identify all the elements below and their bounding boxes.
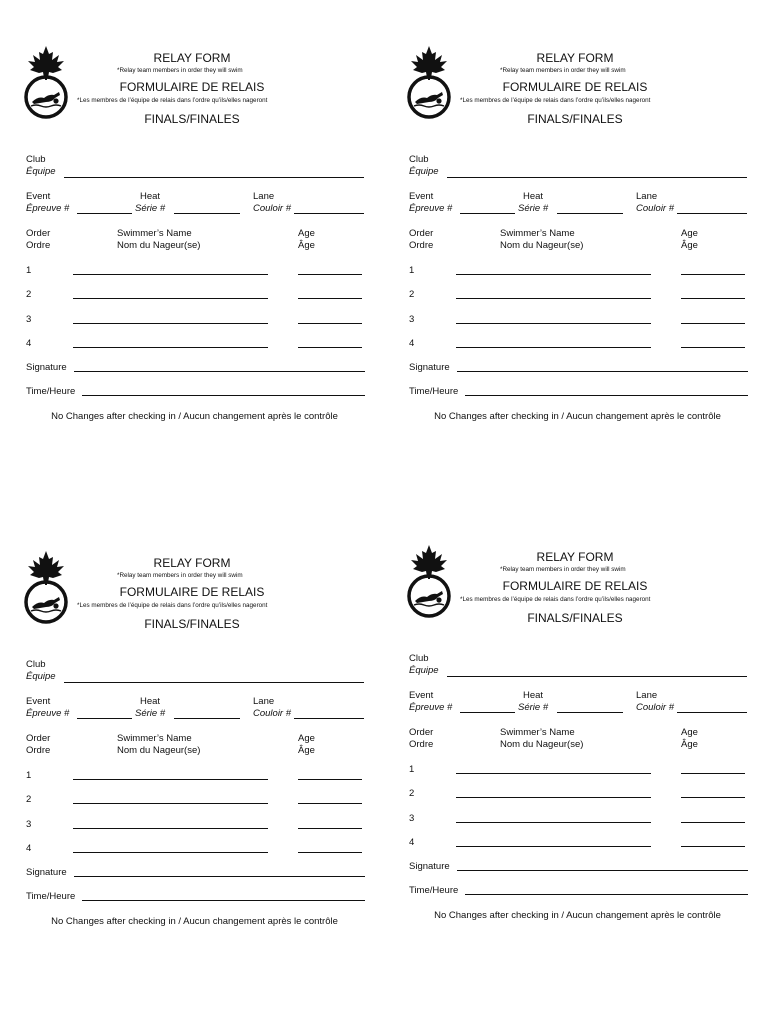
club-field[interactable] (447, 676, 747, 677)
swimmer-name-field[interactable] (456, 797, 651, 798)
subtitle-french: *Les membres de l’équipe de relais dans l’ordre qu’ils/elles nageront (77, 602, 268, 609)
signature-label: Signature (409, 362, 450, 373)
club-field[interactable] (64, 177, 364, 178)
event-label: Event (409, 191, 434, 202)
couloir-label: Couloir # (636, 702, 675, 713)
swimmer-name-field[interactable] (456, 822, 651, 823)
signature-field[interactable] (74, 371, 365, 372)
finals-heading: FINALS/FINALES (527, 112, 623, 126)
row-number-2: 2 (26, 794, 32, 805)
swimmer-name-field[interactable] (73, 347, 268, 348)
equipe-label: Équipe (409, 665, 439, 676)
time-field[interactable] (465, 894, 748, 895)
age-fr-header: Âge (681, 240, 698, 251)
swimmer-name-field[interactable] (456, 773, 651, 774)
time-field[interactable] (82, 900, 365, 901)
row-number-4: 4 (409, 338, 415, 349)
form-title-french: FORMULAIRE DE RELAIS (119, 585, 265, 599)
event-label: Event (26, 191, 51, 202)
time-label: Time/Heure (409, 885, 459, 896)
age-field[interactable] (681, 846, 745, 847)
event-label: Event (409, 690, 434, 701)
finals-heading: FINALS/FINALES (144, 617, 240, 631)
heat-label: Heat (140, 696, 161, 707)
lane-field[interactable] (294, 213, 364, 214)
age-field[interactable] (298, 852, 362, 853)
age-field[interactable] (681, 347, 745, 348)
swimmer-name-field[interactable] (73, 298, 268, 299)
heat-field[interactable] (174, 213, 240, 214)
couloir-label: Couloir # (253, 203, 292, 214)
heat-label: Heat (523, 191, 544, 202)
no-changes-notice: No Changes after checking in / Aucun changement après le contrôle (51, 916, 338, 927)
row-number-1: 1 (409, 265, 415, 276)
nom-nageur-header: Nom du Nageur(se) (117, 240, 201, 251)
couloir-label: Couloir # (253, 708, 292, 719)
age-field[interactable] (681, 773, 745, 774)
equipe-label: Équipe (26, 671, 56, 682)
row-number-1: 1 (26, 265, 32, 276)
age-fr-header: Âge (298, 240, 315, 251)
form-title: RELAY FORM (153, 556, 231, 570)
nom-nageur-header: Nom du Nageur(se) (500, 240, 584, 251)
age-header: Age (298, 228, 315, 239)
age-field[interactable] (298, 828, 362, 829)
heat-field[interactable] (557, 712, 623, 713)
event-label: Event (26, 696, 51, 707)
age-fr-header: Âge (298, 745, 315, 756)
swimmer-name-field[interactable] (73, 828, 268, 829)
age-field[interactable] (681, 822, 745, 823)
heat-field[interactable] (557, 213, 623, 214)
swimmer-name-header: Swimmer’s Name (500, 727, 575, 738)
subtitle-english: *Relay team members in order they will swim (117, 67, 243, 74)
maple-leaf-swimmer-logo-icon (22, 44, 70, 120)
row-number-4: 4 (26, 843, 32, 854)
age-field[interactable] (298, 347, 362, 348)
finals-heading: FINALS/FINALES (527, 611, 623, 625)
event-field[interactable] (460, 213, 515, 214)
time-field[interactable] (82, 395, 365, 396)
age-header: Age (681, 727, 698, 738)
couloir-label: Couloir # (636, 203, 675, 214)
no-changes-notice: No Changes after checking in / Aucun changement après le contrôle (51, 411, 338, 422)
swimmer-name-header: Swimmer’s Name (117, 733, 192, 744)
subtitle-english: *Relay team members in order they will swim (117, 572, 243, 579)
signature-label: Signature (26, 362, 67, 373)
time-label: Time/Heure (26, 891, 76, 902)
swimmer-name-field[interactable] (456, 298, 651, 299)
relay-form-top-right (405, 44, 750, 434)
form-title: RELAY FORM (153, 51, 231, 65)
event-field[interactable] (460, 712, 515, 713)
row-number-1: 1 (409, 764, 415, 775)
club-field[interactable] (64, 682, 364, 683)
row-number-2: 2 (409, 788, 415, 799)
age-header: Age (681, 228, 698, 239)
club-label: Club (409, 653, 429, 664)
nom-nageur-header: Nom du Nageur(se) (117, 745, 201, 756)
finals-heading: FINALS/FINALES (144, 112, 240, 126)
time-label: Time/Heure (409, 386, 459, 397)
swimmer-name-field[interactable] (73, 323, 268, 324)
event-field[interactable] (77, 718, 132, 719)
swimmer-name-field[interactable] (73, 274, 268, 275)
row-number-4: 4 (26, 338, 32, 349)
subtitle-english: *Relay team members in order they will swim (500, 67, 626, 74)
row-number-2: 2 (409, 289, 415, 300)
row-number-1: 1 (26, 770, 32, 781)
subtitle-french: *Les membres de l’équipe de relais dans l’ordre qu’ils/elles nageront (77, 97, 268, 104)
serie-label: Série # (518, 702, 549, 713)
nom-nageur-header: Nom du Nageur(se) (500, 739, 584, 750)
maple-leaf-swimmer-logo-icon (405, 44, 453, 120)
swimmer-name-header: Swimmer’s Name (117, 228, 192, 239)
signature-field[interactable] (74, 876, 365, 877)
heat-label: Heat (140, 191, 161, 202)
form-title: RELAY FORM (536, 550, 614, 564)
club-label: Club (26, 659, 46, 670)
epreuve-label: Épreuve # (26, 708, 70, 719)
serie-label: Série # (135, 203, 166, 214)
age-field[interactable] (298, 298, 362, 299)
ordre-header: Ordre (409, 240, 434, 251)
subtitle-french: *Les membres de l’équipe de relais dans l’ordre qu’ils/elles nageront (460, 596, 651, 603)
age-header: Age (298, 733, 315, 744)
lane-label: Lane (253, 696, 275, 707)
ordre-header: Ordre (26, 240, 51, 251)
epreuve-label: Épreuve # (409, 203, 453, 214)
form-title-french: FORMULAIRE DE RELAIS (119, 80, 265, 94)
event-field[interactable] (77, 213, 132, 214)
age-field[interactable] (298, 803, 362, 804)
signature-field[interactable] (457, 870, 748, 871)
swimmer-name-field[interactable] (456, 846, 651, 847)
club-label: Club (409, 154, 429, 165)
signature-field[interactable] (457, 371, 748, 372)
maple-leaf-swimmer-logo-icon (22, 549, 70, 625)
swimmer-name-header: Swimmer’s Name (500, 228, 575, 239)
swimmer-name-field[interactable] (456, 323, 651, 324)
row-number-3: 3 (409, 813, 415, 824)
age-field[interactable] (681, 797, 745, 798)
epreuve-label: Épreuve # (409, 702, 453, 713)
row-number-2: 2 (26, 289, 32, 300)
lane-field[interactable] (294, 718, 364, 719)
heat-field[interactable] (174, 718, 240, 719)
row-number-3: 3 (409, 314, 415, 325)
signature-label: Signature (26, 867, 67, 878)
ordre-header: Ordre (26, 745, 51, 756)
form-title: RELAY FORM (536, 51, 614, 65)
age-field[interactable] (681, 323, 745, 324)
age-field[interactable] (298, 274, 362, 275)
equipe-label: Équipe (26, 166, 56, 177)
no-changes-notice: No Changes after checking in / Aucun changement après le contrôle (434, 910, 721, 921)
relay-form-top-left (22, 44, 367, 434)
serie-label: Série # (518, 203, 549, 214)
form-title-french: FORMULAIRE DE RELAIS (502, 579, 648, 593)
club-field[interactable] (447, 177, 747, 178)
swimmer-name-field[interactable] (456, 274, 651, 275)
row-number-3: 3 (26, 314, 32, 325)
ordre-header: Ordre (409, 739, 434, 750)
club-label: Club (26, 154, 46, 165)
order-header: Order (409, 727, 434, 738)
swimmer-name-field[interactable] (73, 852, 268, 853)
swimmer-name-field[interactable] (73, 779, 268, 780)
relay-form-bottom-left (22, 549, 367, 939)
lane-label: Lane (636, 690, 658, 701)
order-header: Order (26, 228, 51, 239)
epreuve-label: Épreuve # (26, 203, 70, 214)
age-fr-header: Âge (681, 739, 698, 750)
row-number-4: 4 (409, 837, 415, 848)
subtitle-french: *Les membres de l’équipe de relais dans l’ordre qu’ils/elles nageront (460, 97, 651, 104)
time-field[interactable] (465, 395, 748, 396)
maple-leaf-swimmer-logo-icon (405, 543, 453, 619)
row-number-3: 3 (26, 819, 32, 830)
lane-field[interactable] (677, 712, 747, 713)
lane-label: Lane (636, 191, 658, 202)
no-changes-notice: No Changes after checking in / Aucun changement après le contrôle (434, 411, 721, 422)
swimmer-name-field[interactable] (456, 347, 651, 348)
equipe-label: Équipe (409, 166, 439, 177)
form-title-french: FORMULAIRE DE RELAIS (502, 80, 648, 94)
lane-field[interactable] (677, 213, 747, 214)
lane-label: Lane (253, 191, 275, 202)
age-field[interactable] (298, 779, 362, 780)
signature-label: Signature (409, 861, 450, 872)
order-header: Order (26, 733, 51, 744)
order-header: Order (409, 228, 434, 239)
heat-label: Heat (523, 690, 544, 701)
age-field[interactable] (681, 274, 745, 275)
age-field[interactable] (681, 298, 745, 299)
time-label: Time/Heure (26, 386, 76, 397)
subtitle-english: *Relay team members in order they will swim (500, 566, 626, 573)
relay-form-bottom-right (405, 543, 750, 933)
swimmer-name-field[interactable] (73, 803, 268, 804)
serie-label: Série # (135, 708, 166, 719)
age-field[interactable] (298, 323, 362, 324)
